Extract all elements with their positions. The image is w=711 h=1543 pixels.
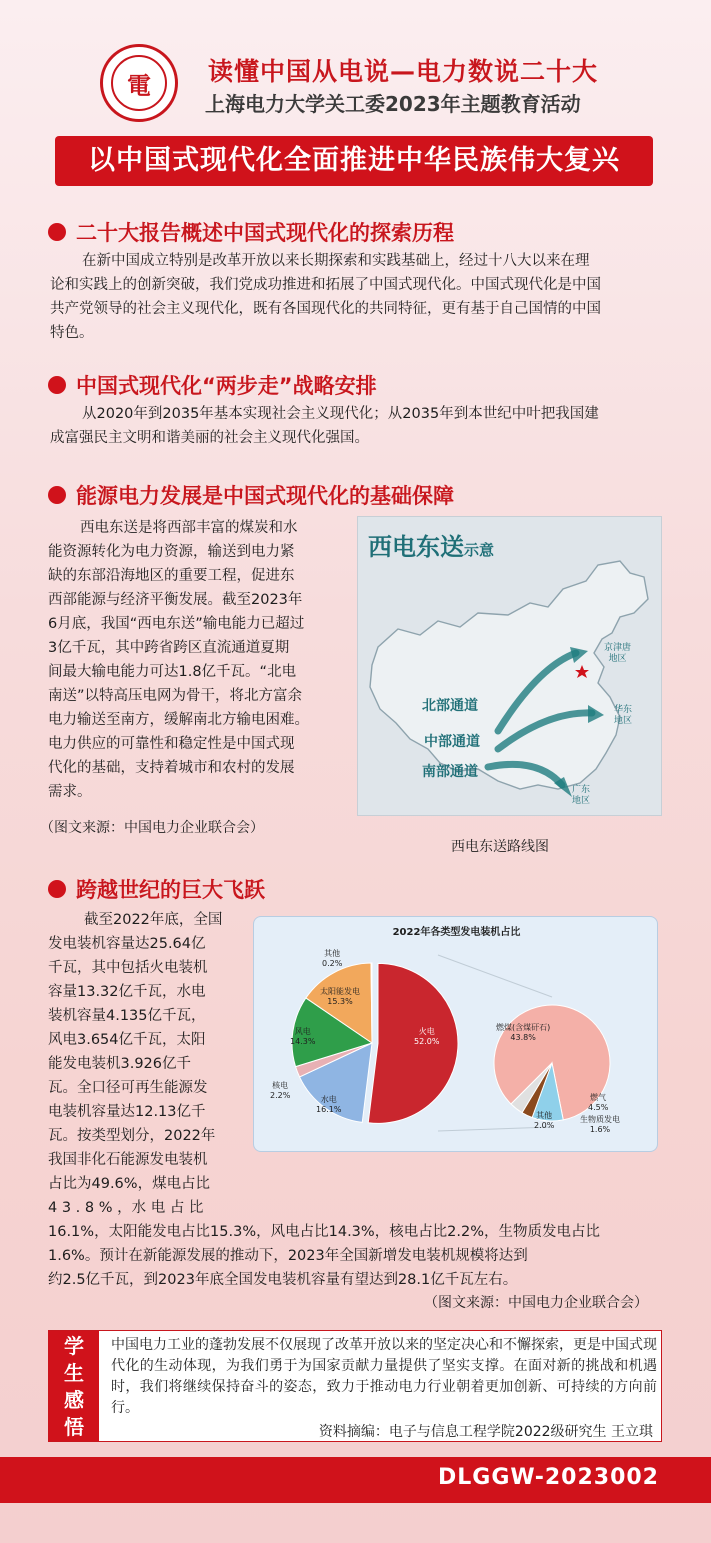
text-line: 我国非化石能源发电装机 [48,1152,208,1168]
reflection-signature: 资料摘编：电子与信息工程学院2022级研究生 王立琪 [318,1424,653,1440]
text-line: 千瓦，其中包括火电装机 [48,960,208,976]
document-code: DLGGW-2023002 [438,1465,659,1490]
text-line: 特色。 [50,325,94,341]
text-line: 从2020年到2035年基本实现社会主义现代化；从2035年到本世纪中叶把我国建 [82,406,599,422]
text-line: 需求。 [48,784,92,800]
middle-channel-label: 中部通道 [424,734,480,750]
section-heading-1 [48,217,454,247]
section4-narrow-paragraph [48,908,243,1220]
map-title: 西电东送示意 [368,532,495,561]
text-line: 西电东送是将西部丰富的煤炭和水 [80,520,298,536]
text-line: 电装机容量达12.13亿千 [48,1104,206,1120]
text-line: 发电装机容量达25.64亿 [48,936,206,952]
text-line: 16.1%，太阳能发电占比15.3%，风电占比14.3%，核电占比2.2%，生物质发电占比 [48,1224,601,1240]
section3-paragraph [48,516,348,804]
section-heading-text: 能源电力发展是中国式现代化的基础保障 [76,484,454,508]
label-shengwuzhi: 生物质发电 1.6% [580,1115,620,1134]
label-ranmei: 燃煤(含煤矸石) 43.8% [496,1023,551,1042]
section1-paragraph [50,249,662,345]
text-line: 6月底，我国“西电东送”输电能力已超过 [48,616,305,632]
text-line: 风电3.654亿千瓦，太阳 [48,1032,206,1048]
page-title: 读懂中国从电说—电力数说二十大 [208,57,599,86]
text-line: 南送”以特高压电网为骨干，将北方富余 [48,688,303,704]
text-line: 约2.5亿千瓦，到2023年底全国发电装机容量有望达到28.1亿千瓦左右。 [48,1272,518,1288]
bullet-icon [48,223,66,241]
reflection-text: 中国电力工业的蓬勃发展不仅展现了改革开放以来的坚定决心和不懈探索，更是中国式现代化的生动体现，为我们勇于为国家贡献力量提供了坚实支撑。在面对新的挑战和机遇时，我们将继续保持奋斗的姿态，致力于推动电力行业朝着更加创新、可持续的方向前行。 [111,1337,657,1416]
label-ranqi: 燃气 4.5% [588,1093,609,1112]
text-line: 间最大输电能力可达1.8亿千瓦。“北电 [48,664,297,680]
reflection-tag: 学 生 感 悟 [49,1331,99,1441]
text-line: 在新中国成立特别是改革开放以来长期探索和实践基础上，经过十八大以来在理 [82,253,590,269]
label-fengdian: 风电 14.3% [290,1027,316,1046]
section-heading-text: 二十大报告概述中国式现代化的探索历程 [76,221,454,245]
text-line: 3亿千瓦，其中跨省跨区直流通道夏期 [48,640,290,656]
label-taiyangneng: 太阳能发电 15.3% [320,987,360,1006]
student-reflection-box [48,1330,662,1442]
chart-title: 2022年各类型发电装机占比 [392,927,521,938]
source-note: （图文来源：中国电力企业联合会） [40,820,264,836]
text-line: 成富强民主文明和谐美丽的社会主义现代化强国。 [50,430,369,446]
university-logo [100,44,178,122]
section2-paragraph [50,402,662,450]
text-line: 论和实践上的创新突破，我们党成功推进和拓展了中国式现代化。中国式现代化是中国 [50,277,601,293]
section-heading-text: 跨越世纪的巨大飞跃 [76,878,265,902]
section-heading-3 [48,480,454,510]
text-line: 电力输送至南方，缓解南北方输电困难。 [48,712,309,728]
connector-line [438,955,552,997]
label-qita: 其他 0.2% [322,949,343,968]
text-line: 瓦。按类型划分，2022年 [48,1128,216,1144]
source-note: （图文来源：中国电力企业联合会） [424,1295,648,1311]
text-line: 4 3 . 8 % ，水 电 占 比 [48,1200,204,1216]
capacity-pie-chart [253,916,658,1152]
north-channel-label: 北部通道 [422,698,478,714]
text-line: 容量13.32亿千瓦，水电 [48,984,206,1000]
theme-banner: 以中国式现代化全面推进中华民族伟大复兴 [55,136,653,186]
text-line: 缺的东部沿海地区的重要工程，促进东 [48,568,295,584]
region-label-jjt: 京津唐 地区 [604,643,632,664]
text-line: 装机容量4.135亿千瓦， [48,1008,206,1024]
map-caption: 西电东送路线图 [451,839,549,855]
west-east-power-map [357,516,662,816]
bullet-icon [48,486,66,504]
text-line: 1.6%。预计在新能源发展的推动下，2023年全国新增发电装机规模将达到 [48,1248,528,1264]
label-hedian: 核电 2.2% [270,1081,291,1100]
label-huodian: 火电 52.0% [414,1027,440,1046]
china-outline [370,561,648,789]
bullet-icon [48,376,66,394]
label-shuidian: 水电 16.1% [316,1095,342,1114]
region-label-guangdong: 广东 地区 [572,785,591,806]
text-line: 截至2022年底，全国 [84,912,223,928]
text-line: 代化的基础，支持着城市和农村的发展 [48,760,295,776]
page-subtitle: 上海电力大学关工委2023年主题教育活动 [205,92,581,116]
logo-seal: 電 [111,55,167,111]
section-heading-text: 中国式现代化“两步走”战略安排 [76,374,377,398]
text-line: 能发电装机3.926亿千 [48,1056,192,1072]
text-line: 共产党领导的社会主义现代化，既有各国现代化的共同特征，更有基于自己国情的中国 [50,301,601,317]
region-label-huadong: 华东 地区 [614,705,633,726]
south-channel-label: 南部通道 [422,764,478,780]
text-line: 瓦。全口径可再生能源发 [48,1080,208,1096]
section-heading-2 [48,370,377,400]
footer-bar [0,1457,711,1503]
section-heading-4 [48,874,265,904]
section4-wide-paragraph [48,1220,662,1292]
text-line: 电力供应的可靠性和稳定性是中国式现 [48,736,295,752]
text-line: 占比为49.6%，煤电占比 [48,1176,211,1192]
text-line: 能资源转化为电力资源，输送到电力紧 [48,544,295,560]
label-qita2: 其他 2.0% [534,1111,555,1130]
text-line: 西部能源与经济平衡发展。截至2023年 [48,592,303,608]
bullet-icon [48,880,66,898]
